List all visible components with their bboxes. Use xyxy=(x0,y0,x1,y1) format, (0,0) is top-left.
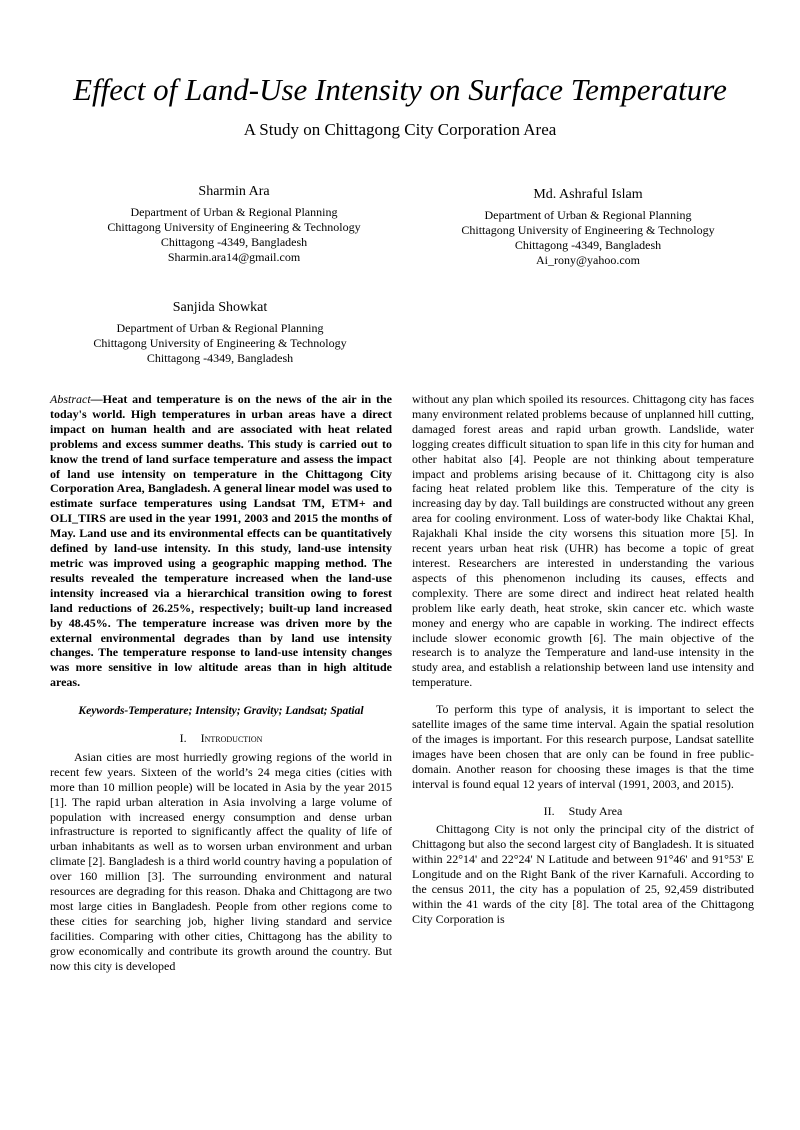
right-column xyxy=(412,392,754,927)
section-heading-introduction xyxy=(50,731,392,746)
abstract-text: Heat and temperature is on the news of the air in the today's world. High temperatures in urban areas have a direct impact on human health and are associated with heat related problems and excess summer deaths. This study is carried out to know the trend of land surface temperature and assess the impact of land use intensity on temperature in the Chittagong City Corporation Area, Bangladesh. A general linear model was used to estimate surface temperatures using Landsat TM, ETM+ and OLI_TIRS are used in the year 1991, 2003 and 2015 the months of May. Land use and its environmental effects can be quantitatively defined by land-use intensity. In this study, land-use intensity metric was improved using a geographic mapping method. The results revealed the temperature increased when the land-use intensity increased via a hierarchical transition owing to forest land reductions of 26.25%, respectively; built-up land increased by 48.45%. The temperature increase was driven more by the external environmental degrades than by land use intensity changes. The temperature response to land-use intensity changes was more sensitive in low altitude areas than in high altitude areas. xyxy=(50,392,392,690)
section-number: II. xyxy=(543,803,555,818)
intro-paragraph-1: Asian cities are most hurriedly growing regions of the world in recent few years. Sixteen of the world’s 24 mega cities (cities with more than 10 million people) will be located in Asia by the year 2015 [1]. The rapid urban alteration in Asia involving a large volume of population with increased energy consumption and dense urban infrastructure is reported to significantly affect the quality of life of urban inhabitants as well as to worsen urban environment and urban climate [2]. Bangladesh is a third world country having a population of over 160 million [3]. The surrounding environment and natural resources are degrading for this reason. Dhaka and Chittagong are two most large cities in Bangladesh. People from other regions come to these cities for searching job, higher living standard and service facilities. Comparing with other cities, Chittagong has the ability to grow economically and contribute its growth around the country. But now this city is developed xyxy=(50,749,392,973)
intro-paragraph-1-continued: without any plan which spoiled its resources. Chittagong city has faces many environment related problems because of unplanned hill cutting, damaged forest areas and rapid urban growth. Landslide, water logging creates difficult situation to span life in this city for human and other habitat also [4]. People are not thinking about temperature impact and problems arising because of it. Chittagong city is also facing heat related problem like this. Temperature of the city is increasing day by day. Tall buildings are constructed without any green area for cooling environment. Loss of water-body like Chaktai Khal, Rajakhali Khal inside the city worsens this situation more [5]. In recent years urban heat risk (UHR) has become a topic of great interest. Researchers are interested in understanding the various aspects of this phenomenon including its causes, effects and complexity. There are some direct and indirect heat related health problem like early death, heat stroke, skin cancer etc. which waste money and energy who are capable in working. The indirect effects include slower economic growth [6]. The main objective of the research is to analyze the Temperature and land-use intensity in the study area, and establish a relationship between land use intensity and temperature. xyxy=(412,392,754,690)
study-area-paragraph-1: Chittagong City is not only the principal city of the district of Chittagong but also the second largest city of Bangladesh. It is situated within 22°14' and 22°24' N Latitude and between 91°46' and 91°53' E Longitude and on the Right Bank of the river Karnafuli. According to the census 2011, the city has a population of 25, 92,459 distributed within the 41 wards of the city [8]. The total area of the Chittagong City Corporation is xyxy=(412,822,754,926)
author-email: Sharmin.ara14@gmail.com xyxy=(167,250,301,264)
author-department: Department of Urban & Regional Planning xyxy=(116,321,324,335)
author-department: Department of Urban & Regional Planning xyxy=(484,208,692,222)
paper-title: Effect of Land-Use Intensity on Surface Temperature xyxy=(73,72,727,107)
abstract xyxy=(50,392,392,690)
author-name: Sanjida Showkat xyxy=(172,300,268,315)
left-column xyxy=(50,392,392,974)
author-city: Chittagong -4349, Bangladesh xyxy=(146,351,294,365)
section-title: Study Area xyxy=(568,803,623,818)
author-block-3 xyxy=(32,299,408,366)
author-university: Chittagong University of Engineering & Technology xyxy=(93,336,347,350)
author-name: Sharmin Ara xyxy=(198,184,270,199)
author-city: Chittagong -4349, Bangladesh xyxy=(514,238,662,252)
author-email: Ai_rony@yahoo.com xyxy=(535,253,641,267)
abstract-dash: — xyxy=(90,392,103,406)
author-city: Chittagong -4349, Bangladesh xyxy=(160,235,308,249)
author-university: Chittagong University of Engineering & Technology xyxy=(461,223,715,237)
author-department: Department of Urban & Regional Planning xyxy=(130,205,338,219)
author-name: Md. Ashraful Islam xyxy=(533,187,643,202)
paper-subtitle: A Study on Chittagong City Corporation Area xyxy=(243,120,557,139)
intro-paragraph-2: To perform this type of analysis, it is important to select the satellite images of the same time interval. Again the spatial resolution of the images is important. For this research purpose, Landsat satellite images have been chosen that are only can be found in free public-domain. Another reason for choosing these images is that the time interval is found equal 12 years of interval (1991, 2003, and 2015). xyxy=(412,702,754,791)
author-university: Chittagong University of Engineering & Technology xyxy=(107,220,361,234)
author-block-2 xyxy=(400,186,776,268)
section-title: Introduction xyxy=(200,731,263,746)
abstract-lead: Abstract xyxy=(50,392,91,406)
keywords: Keywords-Temperature; Intensity; Gravity; Landsat; Spatial xyxy=(78,705,364,718)
section-heading-study-area xyxy=(412,804,754,819)
section-number: I. xyxy=(179,731,187,746)
author-block-1 xyxy=(46,183,422,265)
